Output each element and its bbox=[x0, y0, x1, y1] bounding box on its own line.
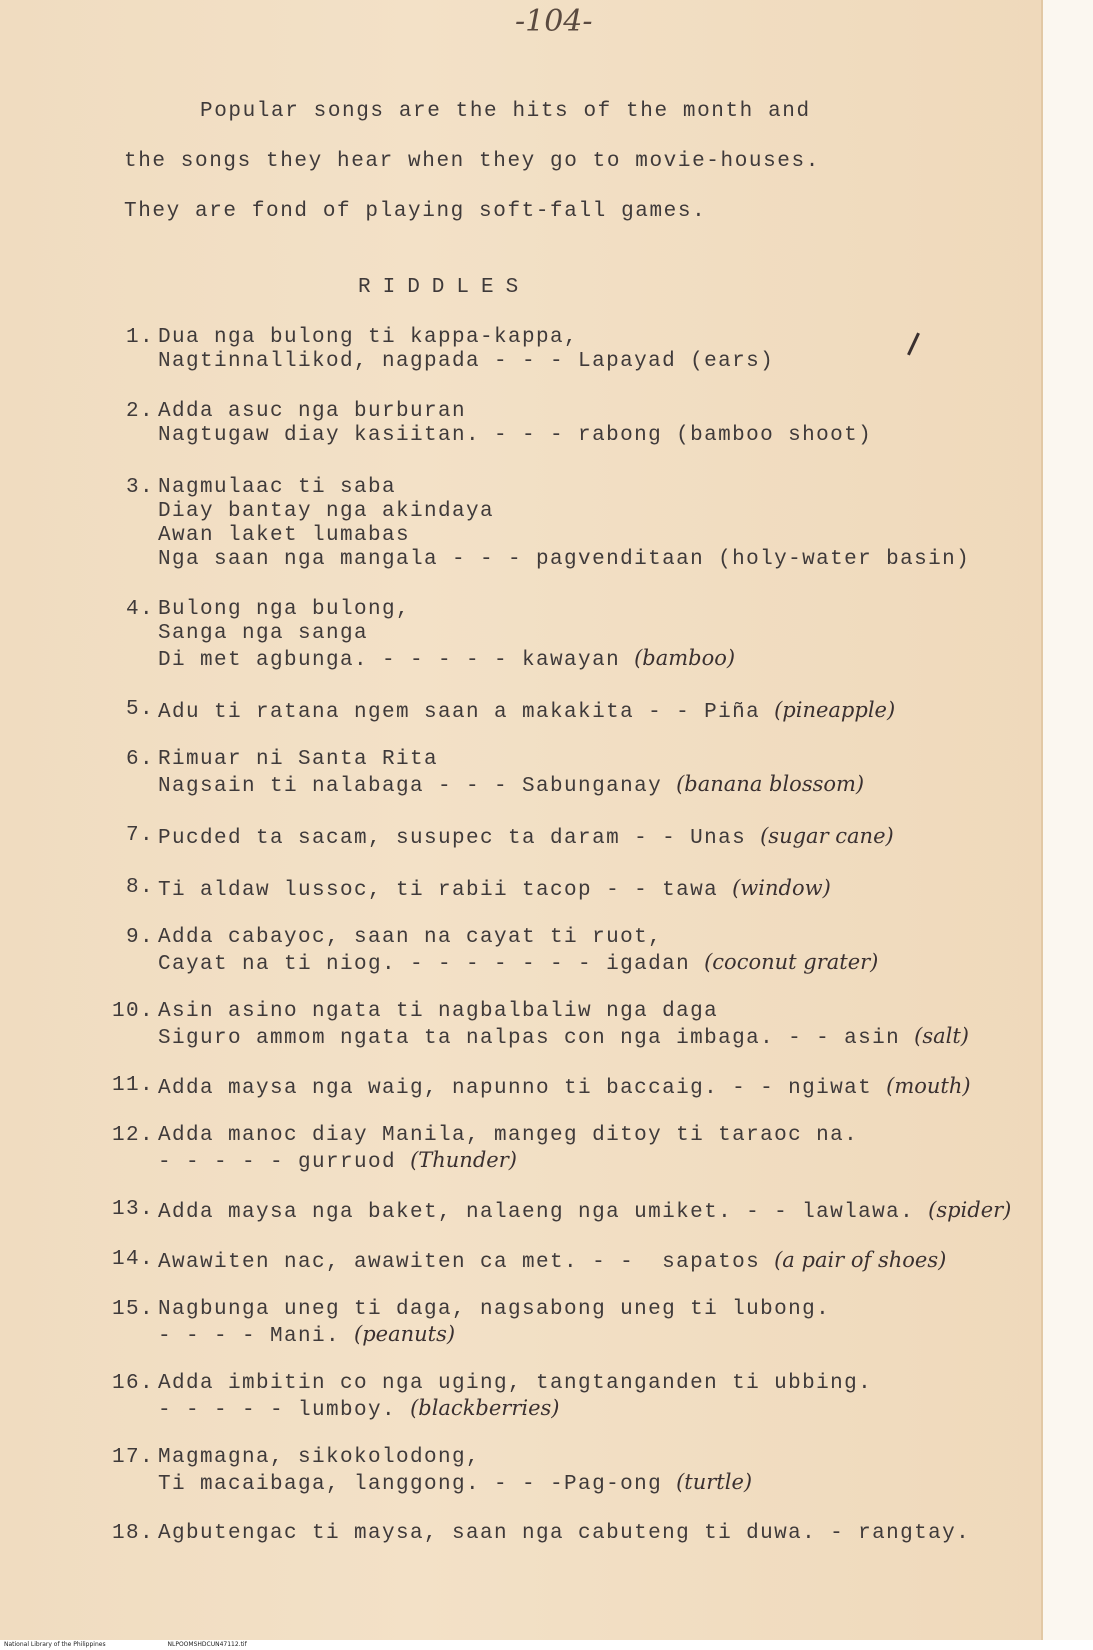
riddle-line-text: Siguro ammom ngata ta nalpas con nga imbaga. - - asin bbox=[158, 1027, 901, 1050]
riddle-line bbox=[158, 1148, 858, 1172]
riddle-text bbox=[158, 598, 735, 670]
riddle-text bbox=[158, 400, 872, 448]
riddle-line-text: Agbutengac ti maysa, saan nga cabuteng ti duwa. - rangtay. bbox=[158, 1522, 971, 1545]
intro-line: They are fond of playing soft-fall games. bbox=[124, 200, 707, 223]
riddle-line bbox=[158, 1322, 830, 1346]
riddle-line-text: Adda cabayoc, saan na cayat ti ruot, bbox=[158, 926, 663, 949]
riddle-line-text: Dua nga bulong ti kappa-kappa, bbox=[158, 326, 579, 349]
riddle-line bbox=[158, 622, 735, 646]
riddle-line-text: Sanga nga sanga bbox=[158, 622, 369, 645]
riddle-line bbox=[158, 926, 878, 950]
riddle-line bbox=[158, 1470, 752, 1494]
riddle-line bbox=[158, 350, 774, 374]
riddle-line-text: Nagtinnallikod, nagpada - - - Lapayad (ears) bbox=[158, 350, 775, 373]
riddle-line-text: - - - - - lumboy. bbox=[158, 1399, 397, 1422]
riddle-number: 11. bbox=[111, 1074, 154, 1097]
riddle-line-text: Adu ti ratana ngem saan a makakita - - Piña bbox=[158, 701, 761, 724]
riddle-number: 1. bbox=[125, 326, 154, 349]
riddle-line-text: Nagsain ti nalabaga - - - Sabunganay bbox=[158, 775, 663, 798]
riddle-line-text: Adda imbitin co nga uging, tangtanganden ti ubbing. bbox=[158, 1372, 873, 1395]
handwritten-translation: (turtle) bbox=[676, 1470, 753, 1494]
riddle-text bbox=[158, 926, 878, 974]
riddle-line-text: Asin asino ngata ti nagbalbaliw nga daga bbox=[158, 1000, 719, 1023]
riddle-line-text: Di met agbunga. - - - - - kawayan bbox=[158, 649, 621, 672]
handwritten-translation: (peanuts) bbox=[354, 1322, 456, 1346]
riddle-number: 7. bbox=[125, 824, 154, 847]
riddle-text bbox=[158, 1124, 858, 1172]
riddle-text bbox=[158, 1446, 752, 1494]
riddle-text bbox=[158, 1074, 971, 1098]
riddle-number: 16. bbox=[111, 1372, 154, 1395]
handwritten-translation: (a pair of shoes) bbox=[774, 1248, 947, 1272]
riddle-line bbox=[158, 326, 774, 350]
section-heading: RIDDLES bbox=[358, 276, 531, 299]
riddle-line bbox=[158, 950, 878, 974]
riddle-text bbox=[158, 698, 895, 722]
handwritten-translation: (sugar cane) bbox=[760, 824, 894, 848]
riddle-text bbox=[158, 824, 894, 848]
riddle-line bbox=[158, 1298, 830, 1322]
riddle-number: 5. bbox=[125, 698, 154, 721]
riddle-line-text: Ti macaibaga, langgong. - - -Pag-ong bbox=[158, 1473, 663, 1496]
riddle-number: 2. bbox=[125, 400, 154, 423]
riddle-line bbox=[158, 876, 831, 900]
handwritten-translation: (mouth) bbox=[886, 1074, 971, 1098]
riddle-line-text: Adda maysa nga waig, napunno ti baccaig. - - ngiwat bbox=[158, 1077, 873, 1100]
riddle-number: 3. bbox=[125, 476, 154, 499]
riddle-line-text: - - - - Mani. bbox=[158, 1325, 341, 1348]
riddle-number: 10. bbox=[111, 1000, 154, 1023]
page-edge bbox=[1043, 0, 1093, 1640]
handwritten-translation: (spider) bbox=[928, 1198, 1012, 1222]
footer-library: National Library of the Philippines bbox=[4, 1641, 106, 1648]
riddle-line-text: Adda asuc nga burburan bbox=[158, 400, 467, 423]
riddle-text bbox=[158, 1000, 969, 1048]
riddle-number: 8. bbox=[125, 876, 154, 899]
riddle-line-text: Adda maysa nga baket, nalaeng nga umiket. - - lawlawa. bbox=[158, 1201, 915, 1224]
riddle-line-text: Nga saan nga mangala - - - pagvenditaan (holy-water basin) bbox=[158, 548, 971, 571]
footer-file: NLPOOMSHDCUN47112.tif bbox=[167, 1641, 247, 1648]
handwritten-translation: (bamboo) bbox=[634, 646, 736, 670]
handwritten-translation: (coconut grater) bbox=[704, 950, 879, 974]
riddle-line bbox=[158, 548, 970, 572]
riddle-text bbox=[158, 1198, 1011, 1222]
riddle-number: 15. bbox=[111, 1298, 154, 1321]
intro-line: the songs they hear when they go to movie-houses. bbox=[124, 150, 820, 173]
riddle-line-text: Pucded ta sacam, susupec ta daram - - Unas bbox=[158, 827, 747, 850]
riddle-line bbox=[158, 1000, 969, 1024]
riddle-line-text: Nagtugaw diay kasiitan. - - - rabong (bamboo shoot) bbox=[158, 424, 873, 447]
riddle-line bbox=[158, 1024, 969, 1048]
riddle-line bbox=[158, 1446, 752, 1470]
riddle-line-text: Cayat na ti niog. - - - - - - - igadan bbox=[158, 953, 691, 976]
riddle-line bbox=[158, 598, 735, 622]
riddle-line bbox=[158, 500, 970, 524]
intro-line: Popular songs are the hits of the month and bbox=[200, 100, 811, 123]
riddle-line bbox=[158, 524, 970, 548]
riddle-line-text: - - - - - gurruod bbox=[158, 1151, 397, 1174]
riddle-line-text: Adda manoc diay Manila, mangeg ditoy ti taraoc na. bbox=[158, 1124, 859, 1147]
riddle-line bbox=[158, 1124, 858, 1148]
riddle-text bbox=[158, 1372, 872, 1420]
riddle-line bbox=[158, 824, 894, 848]
riddle-line bbox=[158, 476, 970, 500]
scan-footer bbox=[0, 1640, 1093, 1650]
riddle-line-text: Rimuar ni Santa Rita bbox=[158, 748, 439, 771]
riddle-line bbox=[158, 1248, 946, 1272]
riddle-line-text: Awan laket lumabas bbox=[158, 524, 411, 547]
riddle-line bbox=[158, 698, 895, 722]
riddle-text bbox=[158, 748, 864, 796]
riddle-number: 18. bbox=[111, 1522, 154, 1545]
handwritten-translation: (pineapple) bbox=[774, 698, 896, 722]
riddle-line bbox=[158, 772, 864, 796]
riddle-number: 17. bbox=[111, 1446, 154, 1469]
riddle-number: 9. bbox=[125, 926, 154, 949]
riddle-text bbox=[158, 476, 970, 572]
riddle-number: 14. bbox=[111, 1248, 154, 1271]
riddle-line-text: Magmagna, sikokolodong, bbox=[158, 1446, 481, 1469]
handwritten-translation: (salt) bbox=[914, 1024, 969, 1048]
riddle-line-text: Nagbunga uneg ti daga, nagsabong uneg ti lubong. bbox=[158, 1298, 831, 1321]
riddle-number: 12. bbox=[111, 1124, 154, 1147]
riddle-number: 6. bbox=[125, 748, 154, 771]
riddle-line bbox=[158, 1522, 970, 1546]
riddle-line bbox=[158, 1074, 971, 1098]
riddle-number: 4. bbox=[125, 598, 154, 621]
riddle-line bbox=[158, 400, 872, 424]
riddle-line bbox=[158, 1396, 872, 1420]
riddle-line bbox=[158, 1198, 1011, 1222]
riddle-text bbox=[158, 1248, 946, 1272]
pencil-mark bbox=[907, 332, 920, 355]
intro-paragraph bbox=[124, 100, 884, 250]
riddle-line bbox=[158, 748, 864, 772]
handwritten-translation: (banana blossom) bbox=[676, 772, 865, 796]
page-number: -104- bbox=[515, 4, 593, 39]
riddle-number: 13. bbox=[111, 1198, 154, 1221]
riddle-line-text: Bulong nga bulong, bbox=[158, 598, 411, 621]
handwritten-translation: (Thunder) bbox=[410, 1148, 517, 1172]
riddle-line-text: Diay bantay nga akindaya bbox=[158, 500, 495, 523]
riddle-line bbox=[158, 1372, 872, 1396]
riddle-text bbox=[158, 1522, 970, 1546]
riddle-line bbox=[158, 424, 872, 448]
riddle-line-text: Awawiten nac, awawiten ca met. - - sapatos bbox=[158, 1251, 761, 1274]
riddle-line-text: Ti aldaw lussoc, ti rabii tacop - - tawa bbox=[158, 879, 719, 902]
riddle-text bbox=[158, 876, 831, 900]
handwritten-translation: (window) bbox=[732, 876, 831, 900]
riddle-text bbox=[158, 1298, 830, 1346]
riddle-line-text: Nagmulaac ti saba bbox=[158, 476, 397, 499]
handwritten-translation: (blackberries) bbox=[410, 1396, 560, 1420]
riddle-text bbox=[158, 326, 774, 374]
riddle-line bbox=[158, 646, 735, 670]
